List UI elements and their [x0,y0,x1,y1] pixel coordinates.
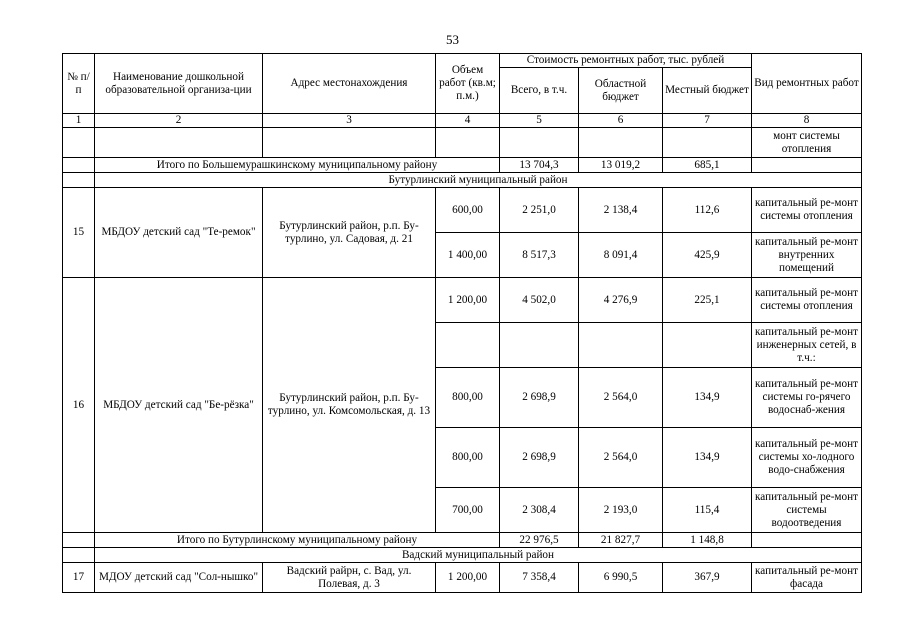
volume: 1 400,00 [436,233,500,278]
header-cost-group: Стоимость ремонтных работ, тыс. рублей [500,54,752,68]
cost-local: 425,9 [663,233,752,278]
header-num: № п/п [63,54,95,114]
col-number: 6 [579,114,663,128]
work-type: капитальный ре-монт системы отопления [752,278,862,323]
cost-local: 134,9 [663,428,752,488]
org-name: МБДОУ детский сад "Бе-рёзка" [95,278,263,533]
district-row [63,548,862,563]
header-work-type: Вид ремонтных работ [752,54,862,114]
cost-regional: 4 276,9 [579,278,663,323]
cost-total: 4 502,0 [500,278,579,323]
volume: 700,00 [436,488,500,533]
subtotal-row [63,533,862,548]
header-total: Всего, в т.ч. [500,68,579,114]
header-volume: Объем работ (кв.м; п.м.) [436,54,500,114]
table-row [63,278,862,323]
cost-regional: 6 990,5 [579,563,663,593]
page-number: 53 [446,32,459,47]
work-type: капитальный ре-монт фасада [752,563,862,593]
cost-total: 2 308,4 [500,488,579,533]
work-type: капитальный ре-монт системы го-рячего водоснаб-жения [752,368,862,428]
district-name: Бутурлинский муниципальный район [95,173,862,188]
header-row-1 [63,54,862,68]
cost-regional: 2 564,0 [579,368,663,428]
cost-total: 2 698,9 [500,428,579,488]
cost-local: 134,9 [663,368,752,428]
subtotal-local: 1 148,8 [663,533,752,548]
org-address: Бутурлинский район, р.п. Бу-турлино, ул. Комсомольская, д. 13 [263,278,436,533]
table-row [63,563,862,593]
col-number: 1 [63,114,95,128]
continuation-row [63,128,862,158]
work-type: капитальный ре-монт системы водоотведения [752,488,862,533]
volume: 600,00 [436,188,500,233]
cost-regional [579,323,663,368]
org-address: Вадский райрн, с. Вад, ул. Полевая, д. 3 [263,563,436,593]
volume [436,323,500,368]
cost-total: 8 517,3 [500,233,579,278]
volume: 800,00 [436,368,500,428]
work-type: монт системы отопления [752,128,862,158]
subtotal-regional: 21 827,7 [579,533,663,548]
subtotal-label: Итого по Большемурашкинскому муниципальному району [95,158,500,173]
cost-total [500,323,579,368]
district-name: Вадский муниципальный район [95,548,862,563]
subtotal-total: 22 976,5 [500,533,579,548]
col-number: 3 [263,114,436,128]
cost-local: 112,6 [663,188,752,233]
org-name: МДОУ детский сад "Сол-нышко" [95,563,263,593]
cost-total: 7 358,4 [500,563,579,593]
header-org-name: Наименование дошкольной образовательной организа-ции [95,54,263,114]
subtotal-local: 685,1 [663,158,752,173]
work-type: капитальный ре-монт системы отопления [752,188,862,233]
cost-regional: 2 138,4 [579,188,663,233]
header-address: Адрес местонахождения [263,54,436,114]
table-row [63,188,862,233]
subtotal-regional: 13 019,2 [579,158,663,173]
volume: 1 200,00 [436,563,500,593]
cost-local: 115,4 [663,488,752,533]
org-name: МБДОУ детский сад "Те-ремок" [95,188,263,278]
subtotal-label: Итого по Бутурлинскому муниципальному району [95,533,500,548]
cost-local [663,323,752,368]
header-regional: Областной бюджет [579,68,663,114]
work-type: капитальный ре-монт внутренних помещений [752,233,862,278]
col-number: 2 [95,114,263,128]
subtotal-total: 13 704,3 [500,158,579,173]
cost-total: 2 698,9 [500,368,579,428]
volume: 800,00 [436,428,500,488]
col-number: 4 [436,114,500,128]
cost-total: 2 251,0 [500,188,579,233]
work-type: капитальный ре-монт системы хо-лодного водо-снабжения [752,428,862,488]
col-number: 8 [752,114,862,128]
cost-regional: 8 091,4 [579,233,663,278]
col-number: 7 [663,114,752,128]
volume: 1 200,00 [436,278,500,323]
entry-number: 16 [63,278,95,533]
org-address: Бутурлинский район, р.п. Бу-турлино, ул. Садовая, д. 21 [263,188,436,278]
column-number-row [63,114,862,128]
cost-regional: 2 193,0 [579,488,663,533]
cost-local: 225,1 [663,278,752,323]
work-type: капитальный ре-монт инженерных сетей, в т.ч.: [752,323,862,368]
district-row [63,173,862,188]
col-number: 5 [500,114,579,128]
cost-local: 367,9 [663,563,752,593]
entry-number: 17 [63,563,95,593]
repair-works-table [62,53,862,593]
subtotal-row [63,158,862,173]
entry-number: 15 [63,188,95,278]
cost-regional: 2 564,0 [579,428,663,488]
header-local: Местный бюджет [663,68,752,114]
